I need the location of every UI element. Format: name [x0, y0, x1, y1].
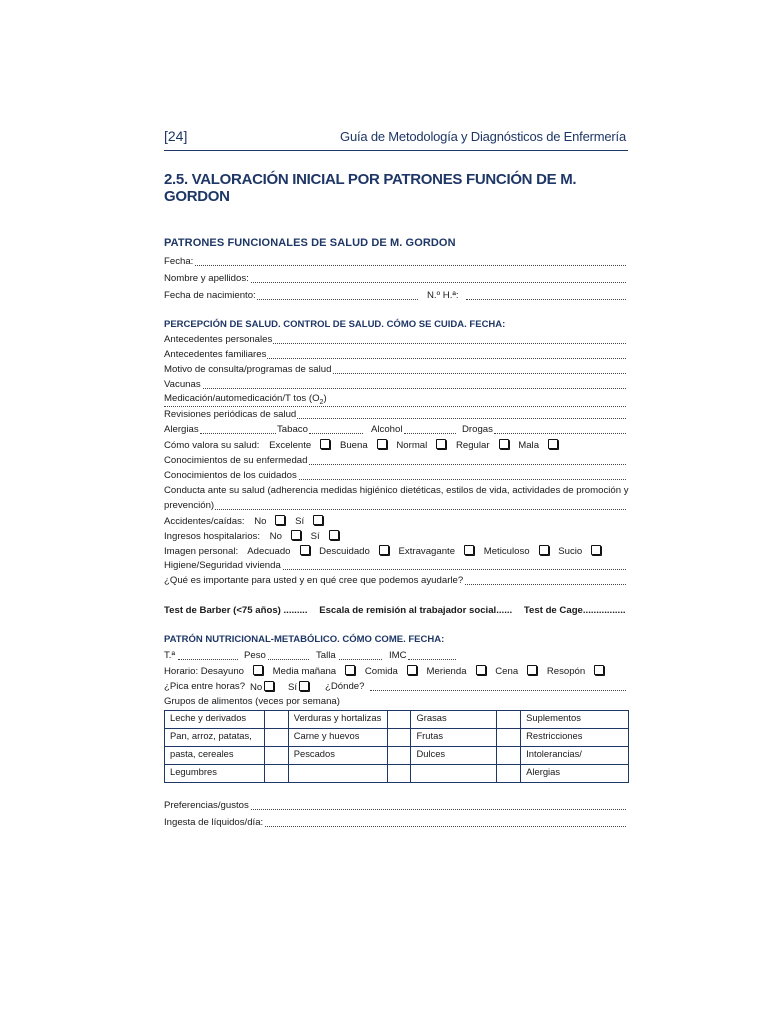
option-adecuado: Adecuado: [247, 546, 309, 557]
checkbox-descuidado[interactable]: [379, 545, 389, 555]
checkbox-regular[interactable]: [499, 439, 509, 449]
vacunas-label: Vacunas: [164, 379, 201, 390]
option-comida: Comida: [365, 666, 417, 677]
checkbox-excelente[interactable]: [320, 439, 330, 449]
motivo-field[interactable]: [164, 364, 626, 376]
antecedentes-personales-field[interactable]: [164, 334, 626, 346]
pica-row: [164, 681, 626, 693]
medicacion-label: Medicación/automedicación/T tos $(O_2)$: [164, 393, 327, 406]
ingresos-si: Sí: [311, 531, 339, 542]
table-cell: Legumbres: [165, 765, 265, 783]
option-excelente: Excelente: [269, 440, 330, 451]
frequency-cell[interactable]: [387, 765, 411, 783]
frequency-cell[interactable]: [264, 765, 288, 783]
valora-row: [164, 439, 628, 452]
drogas-field[interactable]: [494, 433, 626, 434]
nutricional-heading: PATRÓN NUTRICIONAL-METABÓLICO. CÓMO COME. FECHA:: [164, 634, 445, 645]
ta-label: T.ª: [164, 650, 176, 661]
option-resopon: Resopón: [547, 666, 604, 677]
liquidos-field[interactable]: [164, 817, 626, 829]
checkbox-pica-si[interactable]: [299, 681, 309, 691]
frequency-cell[interactable]: [264, 747, 288, 765]
table-cell: pasta, cereales: [165, 747, 265, 765]
conoc-cuidados-label: Conocimientos de los cuidados: [164, 470, 297, 481]
test-barber[interactable]: Test de Barber (<75 años) .........: [164, 605, 308, 616]
imc-label: IMC: [389, 650, 407, 661]
alergias-field[interactable]: [200, 433, 276, 434]
higiene-label: Higiene/Seguridad vivienda: [164, 560, 281, 571]
table-cell: Dulces: [411, 747, 497, 765]
checkbox-meticuloso[interactable]: [539, 545, 549, 555]
option-meticuloso: Meticuloso: [484, 546, 549, 557]
food-groups-table: [164, 710, 629, 783]
frequency-cell[interactable]: [497, 747, 521, 765]
test-cage[interactable]: Test de Cage................: [523, 605, 626, 616]
running-header: [164, 128, 628, 151]
frequency-cell[interactable]: [387, 747, 411, 765]
page-number: [24]: [164, 128, 188, 144]
talla-label: Talla: [316, 650, 336, 661]
table-row: [165, 729, 629, 747]
checkbox-extravagante[interactable]: [464, 545, 474, 555]
checkbox-comida[interactable]: [407, 665, 417, 675]
checkbox-sucio[interactable]: [591, 545, 601, 555]
ingresos-row: [164, 530, 628, 543]
percepcion-heading: PERCEPCIÓN DE SALUD. CONTROL DE SALUD. CÓMO SE CUIDA. FECHA:: [164, 319, 506, 330]
ta-field[interactable]: [178, 659, 238, 660]
table-cell: Restricciones: [521, 729, 629, 747]
frequency-cell[interactable]: [264, 729, 288, 747]
alergias-label: Alergias: [164, 424, 199, 435]
conducta-label-1: Conducta ante su salud (adherencia medidas higiénico dietéticas, estilos de vida, actividades de promoción y: [164, 485, 629, 496]
conoc-cuidados-field[interactable]: [164, 470, 626, 482]
fecha-label: Fecha:: [164, 256, 194, 267]
option-descuidado: Descuidado: [319, 546, 389, 557]
imc-field[interactable]: [408, 659, 456, 660]
checkbox-desayuno[interactable]: [253, 665, 263, 675]
antecedentes-personales-label: Antecedentes personales: [164, 334, 273, 345]
talla-field[interactable]: [339, 659, 382, 660]
revisiones-field[interactable]: [164, 409, 626, 421]
ingresos-no: No: [270, 531, 301, 542]
escala-remision[interactable]: Escala de remisión al trabajador social......: [319, 605, 513, 616]
checkbox-mala[interactable]: [548, 439, 558, 449]
table-cell: Leche y derivados: [165, 711, 265, 729]
peso-field[interactable]: [268, 659, 309, 660]
antecedentes-familiares-label: Antecedentes familiares: [164, 349, 267, 360]
antecedentes-familiares-field[interactable]: [164, 349, 626, 361]
pica-label: ¿Pica entre horas?: [164, 681, 246, 692]
option-cena: Cena: [495, 666, 537, 677]
frequency-cell[interactable]: [264, 711, 288, 729]
option-extravagante: Extravagante: [399, 546, 475, 557]
horario-desayuno: Horario: Desayuno: [164, 666, 263, 677]
preferencias-field[interactable]: [164, 800, 626, 812]
conducta-label-2: prevención): [164, 500, 215, 511]
table-cell: [411, 765, 497, 783]
checkbox-accidentes-si[interactable]: [313, 515, 323, 525]
checkbox-ingresos-si[interactable]: [329, 530, 339, 540]
frequency-cell[interactable]: [497, 729, 521, 747]
imagen-label: Imagen personal:: [164, 546, 239, 557]
nombre-field[interactable]: [164, 273, 626, 285]
conducta-field[interactable]: [164, 500, 626, 512]
option-normal: Normal: [396, 440, 446, 451]
checkbox-merienda[interactable]: [476, 665, 486, 675]
checkbox-accidentes-no[interactable]: [275, 515, 285, 525]
table-row: [165, 711, 629, 729]
checkbox-pica-no[interactable]: [264, 681, 274, 691]
alcohol-label: Alcohol: [371, 424, 403, 435]
nh-label: N.º H.ª:: [427, 290, 459, 301]
option-buena: Buena: [340, 440, 387, 451]
checkbox-normal[interactable]: [436, 439, 446, 449]
donde-field[interactable]: [370, 690, 626, 691]
accidentes-row: [164, 515, 628, 528]
option-merienda: Merienda: [427, 666, 486, 677]
option-mala: Mala: [518, 440, 558, 451]
nacimiento-field[interactable]: [256, 299, 418, 300]
valora-label: Cómo valora su salud:: [164, 440, 260, 451]
checkbox-cena[interactable]: [527, 665, 537, 675]
accidentes-si: Sí: [295, 516, 323, 527]
table-cell: Grasas: [411, 711, 497, 729]
table-cell: Carne y huevos: [288, 729, 387, 747]
peso-label: Peso: [244, 650, 266, 661]
importante-field[interactable]: [164, 575, 626, 587]
revisiones-label: Revisiones periódicas de salud: [164, 409, 297, 420]
conoc-enfermedad-field[interactable]: [164, 455, 626, 467]
table-cell: Pan, arroz, patatas,: [165, 729, 265, 747]
grupos-label: Grupos de alimentos (veces por semana): [164, 696, 340, 707]
higiene-field[interactable]: [164, 560, 626, 572]
constantes-row: [164, 650, 626, 662]
table-cell: Alergias: [521, 765, 629, 783]
option-regular: Regular: [456, 440, 509, 451]
drogas-label: Drogas: [462, 424, 493, 435]
nacimiento-row: [164, 290, 626, 302]
motivo-label: Motivo de consulta/programas de salud: [164, 364, 332, 375]
nombre-label: Nombre y apellidos:: [164, 273, 249, 284]
ingresos-label: Ingresos hospitalarios:: [164, 531, 260, 542]
checkbox-buena[interactable]: [377, 439, 387, 449]
conoc-enfermedad-label: Conocimientos de su enfermedad: [164, 455, 308, 466]
form-title: PATRONES FUNCIONALES DE SALUD DE M. GORDON: [164, 237, 456, 249]
accidentes-label: Accidentes/caídas:: [164, 516, 245, 527]
table-cell: [288, 765, 387, 783]
checkbox-media-manana[interactable]: [345, 665, 355, 675]
table-row: [165, 747, 629, 765]
table-cell: Verduras y hortalizas: [288, 711, 387, 729]
option-media-manana: Media mañana: [273, 666, 355, 677]
checkbox-resopon[interactable]: [594, 665, 604, 675]
preferencias-label: Preferencias/gustos: [164, 800, 249, 811]
imagen-row: [164, 545, 628, 558]
frequency-cell[interactable]: [497, 765, 521, 783]
table-row: [165, 765, 629, 783]
horario-row: [164, 665, 628, 678]
pica-si: Sí: [288, 681, 309, 693]
pica-no: No: [250, 681, 274, 693]
accidentes-no: No: [254, 516, 285, 527]
tabaco-field[interactable]: [309, 433, 363, 434]
tabaco-label: Tabaco: [277, 424, 308, 435]
liquidos-label: Ingesta de líquidos/día:: [164, 817, 264, 828]
alcohol-field[interactable]: [404, 433, 456, 434]
tests-row: [164, 605, 628, 617]
checkbox-ingresos-no[interactable]: [291, 530, 301, 540]
medicacion-field[interactable]: [164, 393, 626, 409]
frequency-cell[interactable]: [387, 711, 411, 729]
donde-label: ¿Dónde?: [325, 681, 365, 692]
fecha-field[interactable]: [164, 256, 626, 268]
section-title: 2.5. VALORACIÓN INICIAL POR PATRONES FUNCIÓN DE M. GORDON: [164, 171, 577, 205]
table-cell: Frutas: [411, 729, 497, 747]
book-title: Guía de Metodología y Diagnósticos de Enfermería: [340, 129, 626, 144]
nh-field[interactable]: [466, 299, 626, 300]
vacunas-field[interactable]: [164, 379, 626, 391]
option-sucio: Sucio: [558, 546, 601, 557]
nacimiento-label: Fecha de nacimiento:: [164, 290, 256, 301]
frequency-cell[interactable]: [387, 729, 411, 747]
table-cell: Intolerancias/: [521, 747, 629, 765]
importante-label: ¿Qué es importante para usted y en qué cree que podemos ayudarle?: [164, 575, 464, 586]
table-cell: Suplementos: [521, 711, 629, 729]
table-cell: Pescados: [288, 747, 387, 765]
checkbox-adecuado[interactable]: [300, 545, 310, 555]
frequency-cell[interactable]: [497, 711, 521, 729]
habitos-row: [164, 424, 626, 436]
